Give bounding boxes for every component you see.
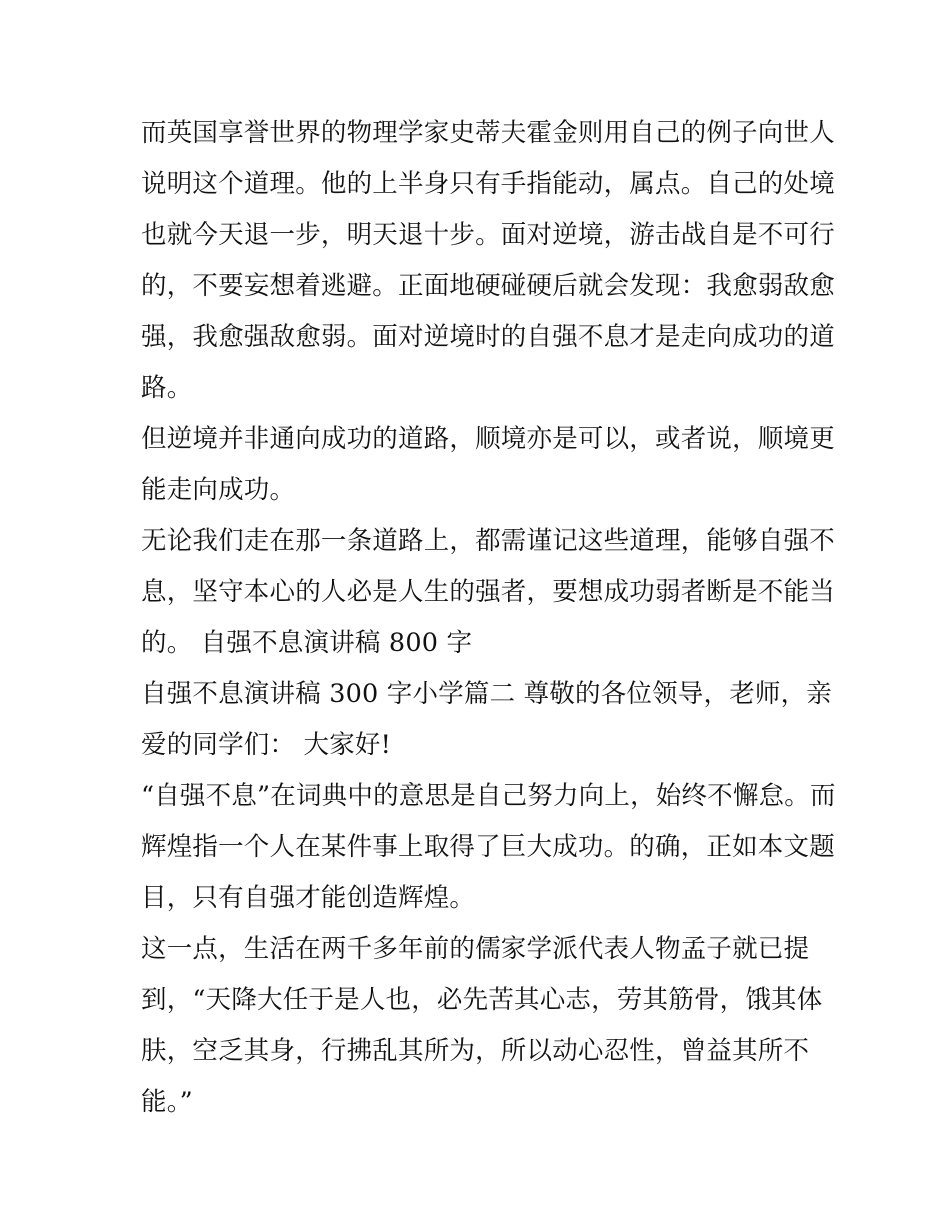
paragraph-hawking <box>141 108 835 414</box>
text-line: 也就今天退一步，明天退十步。面对逆境，游击战自是不可行 <box>141 220 835 250</box>
text-line: 的。 自强不息演讲稿 800 字 <box>141 628 473 658</box>
text-line: 息，坚守本心的人必是人生的强者，要想成功弱者断是不能当 <box>141 577 835 607</box>
text-line: 目，只有自强才能创造辉煌。 <box>141 883 476 913</box>
text-line: 这一点，生活在两千多年前的儒家学派代表人物孟子就已提 <box>141 934 810 964</box>
text-line: 能走向成功。 <box>141 475 296 505</box>
text-line: 路。 <box>141 373 193 403</box>
text-line: 而英国享誉世界的物理学家史蒂夫霍金则用自己的例子向世人 <box>141 118 835 148</box>
text-line: 肤，空乏其身，行拂乱其所为，所以动心忍性，曾益其所不 <box>141 1036 810 1066</box>
text-line: 的，不要妄想着逃避。正面地硬碰硬后就会发现：我愈弱敌愈 <box>141 271 835 301</box>
text-line: “自强不息”在词典中的意思是自己努力向上，始终不懈怠。而 <box>141 781 836 811</box>
text-line: 到，“天降大任于是人也，必先苦其心志，劳其筋骨，饿其体 <box>141 985 823 1015</box>
paragraph-conclusion <box>141 516 835 669</box>
text-line: 辉煌指一个人在某件事上取得了巨大成功。的确，正如本文题 <box>141 832 835 862</box>
text-line: 无论我们走在那一条道路上，都需谨记这些道理，能够自强不 <box>141 526 835 556</box>
paragraph-speech-two-heading <box>141 669 832 771</box>
document-body <box>141 108 836 1128</box>
paragraph-favorable-circumstances <box>141 414 835 516</box>
paragraph-mencius <box>141 924 823 1128</box>
text-line: 强，我愈强敌愈弱。面对逆境时的自强不息才是走向成功的道 <box>141 322 835 352</box>
text-line: 能。” <box>141 1087 193 1117</box>
text-line: 说明这个道理。他的上半身只有手指能动，属点。自己的处境 <box>141 169 835 199</box>
paragraph-definition <box>141 771 836 924</box>
text-line: 爱的同学们： 大家好! <box>141 730 392 760</box>
text-line: 自强不息演讲稿 300 字小学篇二 尊敬的各位领导，老师，亲 <box>141 679 832 709</box>
text-line: 但逆境并非通向成功的道路，顺境亦是可以，或者说，顺境更 <box>141 424 835 454</box>
